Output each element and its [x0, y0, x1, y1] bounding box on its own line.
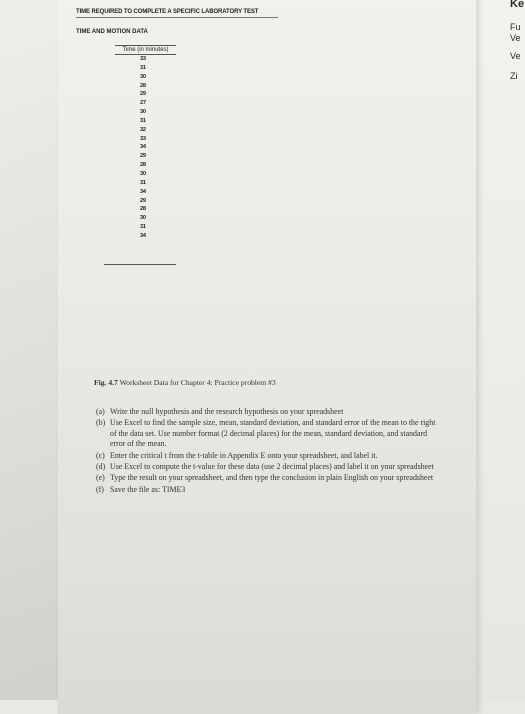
- table-bottom-rule: [104, 264, 176, 265]
- data-value: 29: [140, 91, 146, 98]
- edge-text-3: Ve: [510, 33, 521, 43]
- edge-text-5: Zi: [510, 71, 518, 81]
- worksheet-title: TIME REQUIRED TO COMPLETE A SPECIFIC LABORATORY TEST: [76, 9, 259, 15]
- question-text: Save the file as: TIME3: [110, 484, 186, 494]
- question-item: [96, 451, 436, 461]
- data-value: 30: [140, 170, 146, 177]
- data-value: 33: [140, 135, 146, 142]
- question-text: Write the null hypothesis and the research hypothesis on your spreadsheet: [110, 407, 344, 416]
- question-text: Use Excel to compute the t-value for these data (use 2 decimal places) and label it on your spreadsheet: [110, 462, 434, 472]
- question-marker: (c): [96, 450, 105, 460]
- column-header: Time (in minutes): [115, 45, 176, 55]
- data-value: 29: [140, 197, 146, 204]
- question-item: [96, 485, 436, 495]
- data-value: 29: [140, 153, 146, 160]
- data-column: [115, 55, 176, 241]
- data-value: 28: [140, 162, 146, 169]
- question-item: [96, 473, 436, 483]
- data-value: 30: [140, 109, 146, 116]
- data-value: 34: [140, 232, 146, 239]
- edge-text-2: Fu: [510, 22, 521, 32]
- worksheet-subtitle: TIME AND MOTION DATA: [76, 29, 148, 35]
- question-marker: (d): [96, 462, 106, 472]
- question-marker: (f): [96, 484, 104, 494]
- title-rule: [76, 17, 278, 18]
- question-item: [96, 462, 436, 472]
- data-value: 31: [140, 179, 146, 186]
- data-value: 32: [140, 126, 146, 133]
- question-marker: (b): [96, 418, 106, 428]
- question-text: Use Excel to find the sample size, mean, standard deviation, and standard error of the mean to the right of the data set. Use number format (2 decimal places) for the mean, standard deviation, and standard error of the mean.: [110, 418, 436, 449]
- figure-caption-text: Worksheet Data for Chapter 4: Practice problem #3: [119, 378, 276, 387]
- data-value: 31: [140, 224, 146, 231]
- data-value: 33: [140, 56, 146, 62]
- data-value: 34: [140, 188, 146, 195]
- data-value: 34: [140, 144, 146, 151]
- question-list: [96, 407, 436, 496]
- question-item: [96, 418, 436, 449]
- data-value: 30: [140, 215, 146, 222]
- figure-label: Fig. 4.7: [94, 378, 118, 387]
- data-value: 28: [140, 206, 146, 213]
- data-value: 31: [140, 64, 146, 71]
- data-value: 28: [140, 82, 146, 89]
- question-marker: (e): [96, 473, 105, 483]
- edge-text-1: Ke: [510, 0, 525, 10]
- question-text: Enter the critical t from the t-table in Appendix E onto your spreadsheet, and label it.: [110, 450, 378, 460]
- edge-text-4: Ve: [510, 51, 521, 61]
- question-marker: (a): [96, 407, 105, 416]
- data-value: 27: [140, 100, 146, 107]
- data-value: 31: [140, 117, 146, 124]
- figure-caption: [94, 378, 276, 387]
- data-value: 30: [140, 73, 146, 80]
- question-text: Type the result on your spreadsheet, and then type the conclusion in plain English on your spreadsheet: [110, 473, 434, 483]
- question-item: [96, 407, 436, 417]
